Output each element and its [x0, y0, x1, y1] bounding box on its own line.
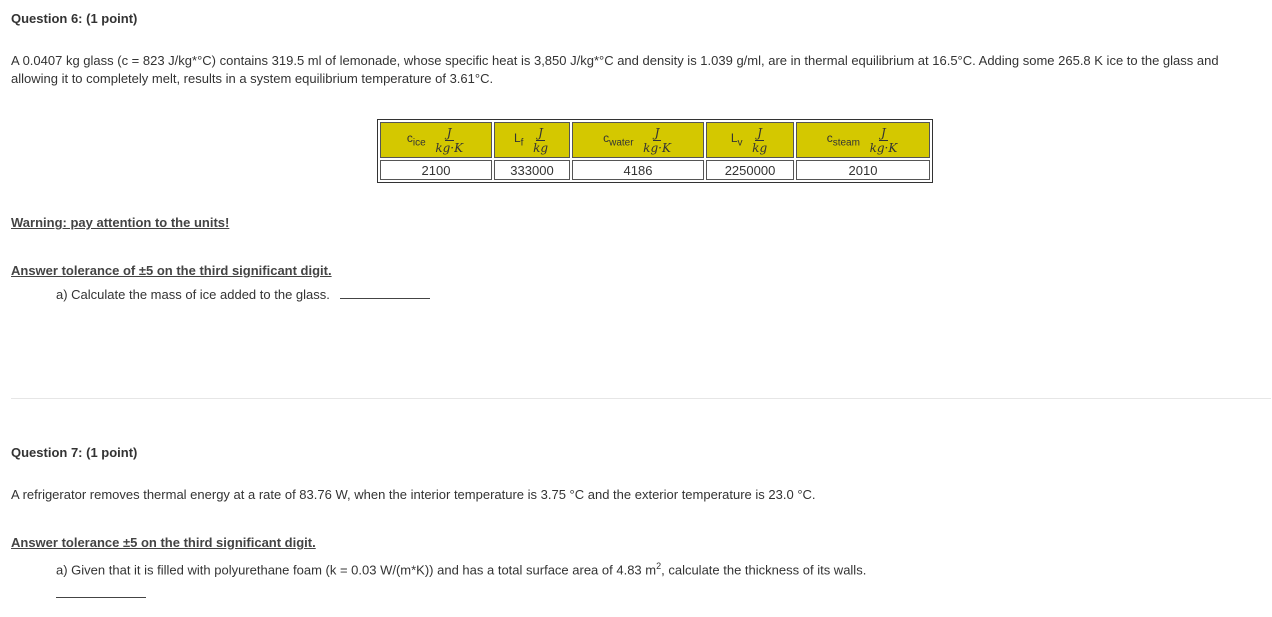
symbol: c [603, 131, 610, 146]
question-7-answer-blank-wrapper [56, 585, 146, 601]
unit-fraction: $\frac{J}{kg\cdot K}$ [643, 125, 671, 155]
value-c-ice: 2100 [380, 160, 492, 180]
unit-fraction: $\frac{J}{kg\cdot K}$ [869, 125, 898, 155]
question-6-text [11, 52, 1272, 88]
question-7-text: A refrigerator removes thermal energy at a rate of 83.76 W, when the interior temperature is 3.75 °C and the exterior temperature is 23.0 °C. [11, 487, 816, 502]
symbol: L [730, 131, 738, 146]
header-c-ice [380, 122, 492, 158]
question-7-answer-blank[interactable] [56, 585, 146, 598]
header-l-f [494, 122, 570, 158]
header-c-water [572, 122, 704, 158]
question-7-part-a: a) Given that it is filled with polyurethane foam (k = 0.03 W/(m*K)) and has a total surface area of 4.83 $m^2$, calculate the thickness of its walls. [56, 561, 867, 578]
question-6-line-1: A 0.0407 kg glass (c = 823 J/kg*°C) contains 319.5 ml of lemonade, whose specific heat is 3,850 J/kg*°C and density is 1.039 g/ml, are in thermal equilibrium at 16.5°C. Adding some 265.8 K ice to the glass and [11, 53, 1219, 68]
unit-fraction: $\frac{J}{kg}$ [752, 125, 768, 155]
constants-header-row [380, 122, 930, 158]
unit-fraction: $\frac{J}{kg}$ [533, 125, 549, 155]
question-6-tolerance: Answer tolerance of ±5 on the third significant digit. [11, 263, 332, 278]
question-6-answer-blank[interactable] [340, 286, 430, 299]
constants-table-wrapper [377, 119, 933, 183]
constants-value-row [380, 160, 930, 180]
symbol: c [826, 131, 833, 146]
value-l-v: 2250000 [706, 160, 794, 180]
question-6-line-2: allowing it to completely melt, results in a system equilibrium temperature of 3.61°C. [11, 71, 494, 86]
question-6-part-a [56, 286, 430, 304]
value-c-steam: 2010 [796, 160, 930, 180]
units-warning: Warning: pay attention to the units! [11, 215, 230, 230]
subscript: steam [832, 137, 860, 149]
value-c-water: 4186 [572, 160, 704, 180]
question-6-heading: Question 6: (1 point) [11, 11, 138, 26]
subscript: water [609, 137, 634, 149]
subscript: f [520, 137, 524, 149]
header-l-v [706, 122, 794, 158]
header-c-steam [796, 122, 930, 158]
constants-table [377, 119, 933, 183]
symbol: L [513, 131, 521, 146]
symbol: c [406, 131, 413, 146]
question-7-heading: Question 7: (1 point) [11, 445, 138, 460]
value-l-f: 333000 [494, 160, 570, 180]
unit-fraction: $\frac{J}{kg\cdot K}$ [435, 125, 464, 155]
subscript: v [737, 137, 743, 149]
subscript: ice [412, 137, 426, 149]
question-divider [11, 398, 1271, 399]
question-7-tolerance: Answer tolerance ±5 on the third significant digit. [11, 535, 316, 550]
question-6-part-a-text: a) Calculate the mass of ice added to the glass. [56, 287, 330, 302]
